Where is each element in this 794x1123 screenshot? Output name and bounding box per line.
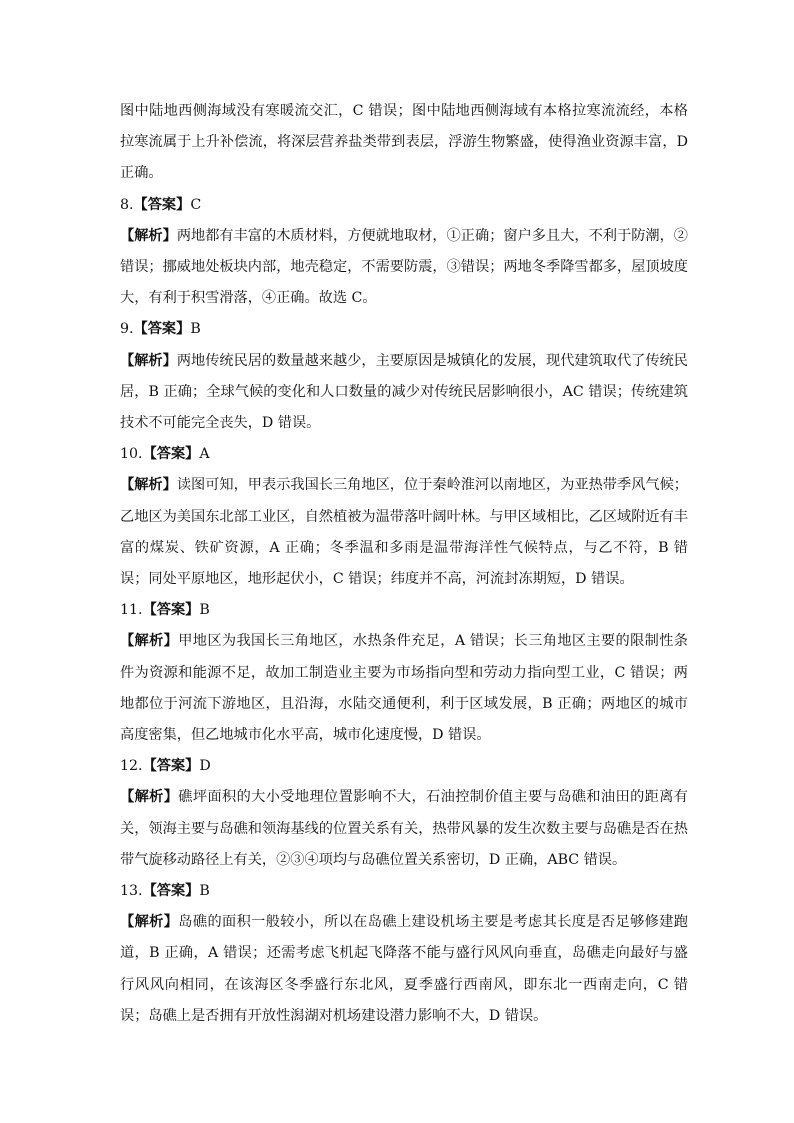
analysis-paragraph [120, 470, 688, 595]
answer-label: 【答案】 [142, 602, 200, 619]
question-list [120, 190, 688, 1032]
answer-line [120, 595, 688, 626]
answer-content [120, 96, 688, 1032]
question-block [120, 595, 688, 751]
question-block [120, 876, 688, 1032]
answer-value: B [199, 883, 210, 900]
question-block [120, 439, 688, 595]
analysis-label: 【解析】 [120, 477, 177, 494]
answer-value: B [190, 321, 201, 338]
analysis-paragraph [120, 907, 688, 1032]
question-block [120, 314, 688, 439]
question-number: 9. [120, 321, 134, 338]
analysis-text: 读图可知，甲表示我国长三角地区，位于秦岭淮河以南地区，为亚热带季风气候；乙地区为美国东北部工业区，自然植被为温带落叶阔叶林。与甲区域相比，乙区域附近有丰富的煤炭、铁矿资源，A 正确；冬季温和多雨是温带海洋性气候特点，与乙不符，B 错误；同处平原地区，地形起伏小，C 错误；纬度并不高，河流封冻期短，D 错误。 [120, 477, 688, 588]
answer-line [120, 439, 688, 470]
analysis-text: 礁坪面积的大小受地理位置影响不大，石油控制价值主要与岛礁和油田的距离有关，领海主要与岛礁和领海基线的位置关系有关，热带风暴的发生次数主要与岛礁是否在热带气旋移动路径上有关，②③④项均与岛礁位置关系密切，D 正确，ABC 错误。 [120, 789, 688, 868]
question-number: 10. [120, 446, 143, 463]
answer-label: 【答案】 [142, 446, 200, 463]
question-number: 12. [120, 758, 143, 775]
question-block [120, 751, 688, 876]
answer-line [120, 751, 688, 782]
answer-value: A [199, 446, 210, 463]
analysis-label: 【解析】 [120, 352, 177, 369]
answer-label: 【答案】 [133, 321, 191, 338]
analysis-label: 【解析】 [120, 914, 179, 931]
analysis-text: 两地都有丰富的木质材料，方便就地取材，①正确；窗户多且大，不利于防潮，②错误；挪威地处板块内部，地壳稳定，不需要防震，③错误；两地冬季降雪都多，屋顶坡度大，有利于积雪滑落，④正确。故选 C。 [120, 227, 688, 307]
answer-line [120, 190, 688, 221]
answer-value: C [190, 196, 202, 213]
analysis-text: 岛礁的面积一般较小，所以在岛礁上建设机场主要是考虑其长度是否足够修建跑道，B 正确，A 错误；还需考虑飞机起飞降落不能与盛行风风向垂直，岛礁走向最好与盛行风风向相同，在该海区冬季盛行东北风，夏季盛行西南风，即东北一西南走向，C 错误；岛礁上是否拥有开放性潟湖对机场建设潜力影响不大，D 错误。 [120, 914, 688, 1024]
question-block [120, 190, 688, 315]
question-number: 11. [120, 602, 143, 619]
analysis-label: 【解析】 [120, 227, 177, 244]
question-number: 13. [120, 883, 143, 900]
analysis-label: 【解析】 [120, 789, 179, 806]
analysis-paragraph [120, 782, 688, 876]
question-number: 8. [120, 196, 134, 213]
analysis-paragraph [120, 221, 688, 315]
answer-value: B [199, 602, 210, 619]
answer-label: 【答案】 [142, 758, 200, 775]
analysis-text: 两地传统民居的数量越来越少，主要原因是城镇化的发展，现代建筑取代了传统民居，B 正确；全球气候的变化和人口数量的减少对传统民居影响很小，AC 错误；传统建筑技术不可能完全丧失，D 错误。 [120, 352, 688, 432]
analysis-paragraph [120, 346, 688, 440]
answer-line [120, 314, 688, 345]
answer-label: 【答案】 [133, 196, 191, 213]
answer-label: 【答案】 [142, 883, 200, 900]
analysis-text: 甲地区为我国长三角地区，水热条件充足，A 错误；长三角地区主要的限制性条件为资源和能源不足，故加工制造业主要为市场指向型和劳动力指向型工业，C 错误；两地都位于河流下游地区，且沿海，水陆交通便利，利于区域发展，B 正确；两地区的城市高度密集，但乙地城市化水平高，城市化速度慢，D 错误。 [120, 633, 688, 744]
intro-paragraph: 图中陆地西侧海域没有寒暖流交汇，C 错误；图中陆地西侧海域有本格拉寒流流经，本格拉寒流属于上升补偿流，将深层营养盐类带到表层，浮游生物繁盛，使得渔业资源丰富，D 正确。 [120, 103, 688, 182]
analysis-paragraph [120, 626, 688, 751]
answer-value: D [199, 758, 211, 775]
answer-line [120, 876, 688, 907]
analysis-label: 【解析】 [120, 633, 179, 650]
